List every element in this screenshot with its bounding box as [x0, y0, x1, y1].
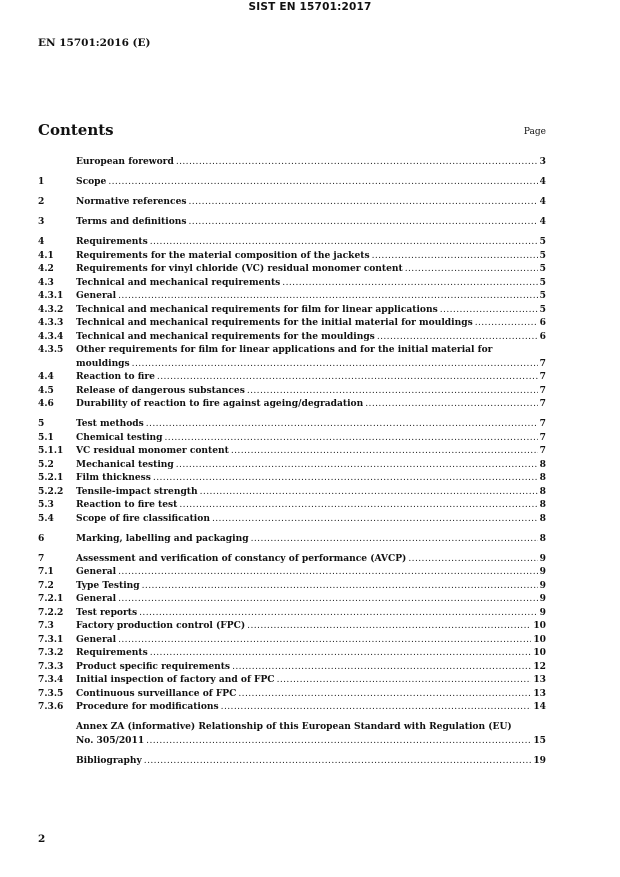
toc-entry-page: 8 [539, 499, 546, 510]
dot-leader [277, 674, 532, 688]
toc-entry-page: 6 [539, 317, 546, 328]
dot-leader [118, 634, 531, 648]
toc-entry-title: Requirements [76, 647, 148, 658]
toc-entry[interactable] [38, 303, 546, 317]
dot-leader [377, 331, 538, 345]
toc-entry-title: Requirements for the material composition of the jackets [76, 249, 370, 261]
dot-leader [144, 755, 532, 769]
toc-entry-page: 13 [533, 687, 546, 699]
toc-entry-number: 4.3.5 [38, 344, 64, 355]
dot-leader [408, 553, 537, 567]
toc-entry-number: 5 [38, 418, 45, 429]
toc-entry-number: 4.3.1 [38, 290, 64, 301]
toc-entry[interactable] [38, 673, 546, 687]
toc-entry-title: Release of dangerous substances [76, 384, 245, 396]
toc-entry-page: 12 [533, 660, 546, 672]
dot-leader [365, 398, 537, 412]
toc-entry-page: 19 [533, 754, 546, 766]
toc-entry-number: 4.3 [38, 276, 54, 288]
toc-entry-number: 4.3.3 [38, 317, 64, 328]
toc-entry-number: 4.3.2 [38, 303, 64, 315]
toc-entry-page: 4 [539, 196, 546, 207]
toc-entry-number: 7.2 [38, 579, 54, 591]
toc-entry[interactable] [38, 357, 546, 371]
toc-entry-title-continuation: No. 305/2011 [76, 734, 145, 746]
dot-leader [150, 236, 538, 250]
dot-leader [157, 371, 538, 385]
dot-leader [189, 216, 538, 230]
toc-entry-page: 4 [539, 216, 546, 227]
toc-entry-number: 7 [38, 552, 45, 564]
dot-leader [118, 290, 538, 304]
toc-entry[interactable] [38, 532, 546, 546]
toc-entry-title: Reaction to fire test [76, 499, 178, 510]
toc-entry[interactable] [38, 444, 546, 458]
toc-entry-number: 2 [38, 196, 45, 207]
toc-entry-page: 10 [533, 620, 546, 631]
toc-entry-title: Technical and mechanical requirements [76, 276, 281, 288]
toc-entry-number: 7.1 [38, 566, 54, 577]
toc-entry-title: Type Testing [76, 579, 140, 591]
page-number: 2 [38, 833, 46, 845]
table-of-contents [38, 155, 546, 767]
toc-entry-number: 3 [38, 216, 45, 227]
toc-entry-title: Bibliography [76, 754, 142, 766]
watermark: SIST EN 15701:2017 [248, 1, 372, 13]
toc-entry-title: Tensile-impact strength [76, 485, 198, 497]
toc-entry[interactable] [38, 660, 546, 674]
toc-entry-title: Requirements for vinyl chloride (VC) residual monomer content [76, 263, 403, 274]
toc-entry-number: 4.2 [38, 263, 54, 274]
toc-entry[interactable] [38, 579, 546, 593]
toc-entry-title: Scope of fire classification [76, 512, 210, 524]
dot-leader [247, 620, 531, 634]
toc-entry[interactable] [38, 700, 546, 714]
toc-entry-page: 14 [533, 701, 546, 712]
toc-entry-title: Chemical testing [76, 431, 163, 443]
toc-entry[interactable] [38, 316, 546, 330]
dot-leader [475, 317, 538, 331]
dot-leader [132, 358, 538, 372]
toc-entry[interactable] [38, 734, 546, 748]
toc-entry-page: 10 [533, 647, 546, 658]
toc-entry[interactable] [38, 646, 546, 660]
toc-entry-number: 4.6 [38, 398, 54, 409]
dot-leader [165, 432, 538, 446]
dot-leader [231, 445, 538, 459]
toc-entry[interactable] [38, 619, 546, 633]
toc-entry-page: 8 [539, 485, 546, 497]
toc-entry-page: 9 [539, 593, 546, 604]
toc-entry-page: 5 [539, 263, 546, 274]
dot-leader [247, 385, 538, 399]
toc-entry[interactable] [38, 431, 546, 445]
contents-heading: Contents [38, 121, 114, 139]
toc-entry-page: 7 [539, 398, 546, 409]
toc-entry-number: 5.2.1 [38, 472, 64, 483]
dot-leader [212, 513, 538, 527]
dot-leader [146, 735, 531, 749]
toc-entry-title: Other requirements for film for linear applications and for the initial material for [76, 344, 493, 355]
toc-entry-page: 8 [539, 472, 546, 483]
page-column-label: Page [523, 127, 546, 137]
dot-leader [153, 472, 538, 486]
toc-entry-title: Test methods [76, 418, 144, 429]
toc-entry-page: 4 [539, 176, 546, 187]
toc-entry-page: 5 [539, 276, 546, 288]
toc-entry[interactable] [38, 512, 546, 526]
toc-entry-title: Marking, labelling and packaging [76, 532, 249, 544]
toc-entry-title: Technical and mechanical requirements for the mouldings [76, 330, 375, 342]
toc-entry-number: 7.2.2 [38, 606, 64, 618]
dot-leader [405, 263, 538, 277]
toc-entry-page: 8 [539, 458, 546, 470]
dot-leader [282, 277, 537, 291]
toc-entry-number: 4.5 [38, 384, 54, 396]
toc-entry-title: Scope [76, 176, 107, 187]
toc-entry-page: 3 [539, 156, 546, 167]
toc-entry[interactable] [38, 343, 546, 357]
toc-entry-page: 7 [539, 371, 546, 382]
toc-entry[interactable] [38, 276, 546, 290]
toc-entry-number: 7.2.1 [38, 593, 64, 604]
toc-entry[interactable] [38, 754, 546, 768]
dot-leader [176, 156, 538, 170]
toc-entry-page: 8 [539, 532, 546, 544]
toc-entry-number: 7.3.6 [38, 701, 64, 712]
toc-entry[interactable] [38, 370, 546, 384]
toc-entry-title-continuation: mouldings [76, 357, 130, 369]
toc-entry-number: 7.3.1 [38, 633, 64, 645]
toc-entry[interactable] [38, 565, 546, 579]
toc-entry-title: Test reports [76, 606, 138, 618]
toc-entry-page: 7 [539, 384, 546, 396]
toc-entry[interactable] [38, 592, 546, 606]
toc-entry-title: Mechanical testing [76, 458, 174, 470]
toc-entry-number: 7.3.3 [38, 660, 64, 672]
toc-entry-page: 10 [533, 633, 546, 645]
dot-leader [146, 418, 538, 432]
toc-entry-number: 5.2 [38, 458, 54, 470]
toc-entry-number: 6 [38, 532, 45, 544]
toc-entry-title: Normative references [76, 196, 187, 207]
toc-entry-number: 4 [38, 236, 45, 247]
dot-leader [118, 566, 538, 580]
toc-entry-page: 5 [539, 303, 546, 315]
toc-entry[interactable] [38, 498, 546, 512]
toc-entry-title: VC residual monomer content [76, 445, 229, 456]
toc-entry-number: 7.3 [38, 620, 54, 631]
toc-entry[interactable] [38, 289, 546, 303]
toc-entry-number: 1 [38, 176, 45, 187]
dot-leader [188, 196, 537, 210]
dot-leader [440, 304, 538, 318]
toc-entry-number: 7.3.4 [38, 674, 64, 685]
toc-entry-title: Reaction to fire [76, 371, 155, 382]
toc-entry-number: 5.2.2 [38, 485, 64, 497]
dot-leader [108, 176, 537, 190]
toc-entry-title: General [76, 593, 117, 604]
toc-entry[interactable] [38, 235, 546, 249]
toc-entry-number: 4.1 [38, 249, 54, 261]
toc-entry[interactable] [38, 155, 546, 169]
dot-leader [251, 533, 538, 547]
toc-entry-page: 7 [539, 357, 546, 369]
dot-leader [372, 250, 538, 264]
toc-entry-page: 9 [539, 606, 546, 618]
toc-entry-title: Continuous surveillance of FPC [76, 687, 237, 699]
toc-entry[interactable] [38, 249, 546, 263]
toc-entry-title: General [76, 633, 117, 645]
toc-entry[interactable] [38, 262, 546, 276]
toc-entry-number: 4.4 [38, 371, 54, 382]
toc-entry-page: 7 [539, 431, 546, 443]
toc-entry-title: Product specific requirements [76, 660, 231, 672]
toc-entry-title: Technical and mechanical requirements for the initial material for mouldings [76, 317, 473, 328]
toc-entry-number: 4.3.4 [38, 330, 64, 342]
dot-leader [179, 499, 537, 513]
toc-entry[interactable] [38, 195, 546, 209]
toc-entry-page: 15 [533, 734, 546, 746]
toc-entry[interactable] [38, 417, 546, 431]
toc-entry-page: 9 [539, 552, 546, 564]
toc-entry-title: Procedure for modifications [76, 701, 219, 712]
toc-entry-number: 5.3 [38, 499, 54, 510]
toc-entry[interactable] [38, 397, 546, 411]
toc-entry[interactable] [38, 485, 546, 499]
dot-leader [176, 459, 538, 473]
toc-entry[interactable] [38, 687, 546, 701]
toc-entry[interactable] [38, 552, 546, 566]
dot-leader [139, 607, 538, 621]
toc-entry[interactable] [38, 330, 546, 344]
toc-entry-page: 9 [539, 566, 546, 577]
dot-leader [150, 647, 532, 661]
toc-entry-page: 8 [539, 512, 546, 524]
toc-entry-page: 7 [539, 418, 546, 429]
toc-entry-number: 5.4 [38, 512, 54, 524]
toc-entry[interactable] [38, 606, 546, 620]
toc-entry-title: Initial inspection of factory and of FPC [76, 674, 275, 685]
document-id: EN 15701:2016 (E) [38, 37, 151, 49]
toc-entry-page: 7 [539, 445, 546, 456]
dot-leader [238, 688, 531, 702]
dot-leader [221, 701, 532, 715]
toc-entry-page: 5 [539, 249, 546, 261]
toc-entry-title: General [76, 290, 117, 301]
toc-entry-title: Requirements [76, 236, 148, 247]
toc-entry-title: Terms and definitions [76, 216, 187, 227]
toc-entry-title: Factory production control (FPC) [76, 620, 246, 631]
toc-entry[interactable] [38, 720, 546, 734]
toc-entry-number: 7.3.5 [38, 687, 64, 699]
toc-entry-page: 5 [539, 290, 546, 301]
toc-entry[interactable] [38, 215, 546, 229]
toc-entry-page: 9 [539, 579, 546, 591]
toc-entry-title: General [76, 566, 117, 577]
toc-entry[interactable] [38, 633, 546, 647]
toc-entry-title: Assessment and verification of constancy of performance (AVCP) [76, 552, 407, 564]
toc-entry-page: 5 [539, 236, 546, 247]
toc-entry-title: European foreword [76, 156, 174, 167]
toc-entry-number: 5.1.1 [38, 445, 64, 456]
dot-leader [232, 661, 531, 675]
toc-entry-number: 5.1 [38, 431, 54, 443]
toc-entry[interactable] [38, 384, 546, 398]
toc-entry-title: Technical and mechanical requirements for film for linear applications [76, 303, 438, 315]
toc-entry-page: 13 [533, 674, 546, 685]
dot-leader [142, 580, 538, 594]
toc-entry-title: Film thickness [76, 472, 151, 483]
toc-entry-title: Annex ZA (informative) Relationship of this European Standard with Regulation (EU) [76, 721, 512, 732]
toc-entry[interactable] [38, 175, 546, 189]
toc-entry-page: 6 [539, 330, 546, 342]
dot-leader [118, 593, 538, 607]
toc-entry[interactable] [38, 471, 546, 485]
toc-entry-title: Durability of reaction to fire against ageing/degradation [76, 398, 364, 409]
toc-entry[interactable] [38, 458, 546, 472]
dot-leader [200, 486, 538, 500]
toc-entry-number: 7.3.2 [38, 647, 64, 658]
